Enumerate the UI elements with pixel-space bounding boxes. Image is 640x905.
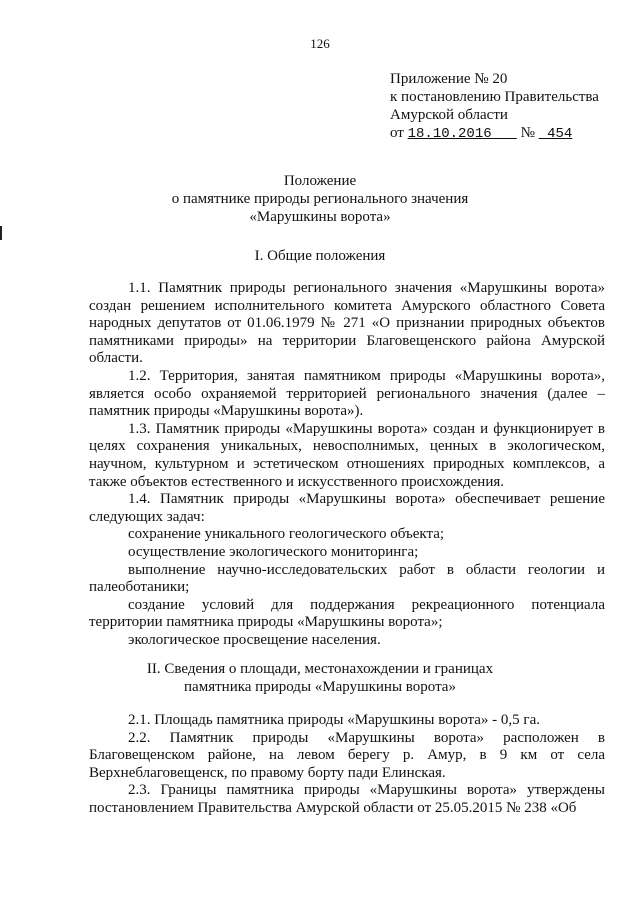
decree-number: 454 — [547, 126, 573, 142]
title-line-3: «Марушкины ворота» — [249, 209, 391, 225]
appendix-number: Приложение № 20 — [390, 71, 508, 87]
section-2-heading-line-1: II. Сведения о площади, местонахождении и границах — [146, 661, 494, 677]
section-2-heading — [0, 660, 640, 696]
title-line-2: о памятнике природы регионального значения — [171, 191, 469, 207]
task-item-1: сохранение уникального геологического объекта; — [128, 526, 445, 543]
page-number: 126 — [310, 36, 330, 51]
title-line-1: Положение — [283, 173, 357, 189]
number-prefix: № — [520, 125, 535, 141]
paragraph-1-2: 1.2. Территория, занятая памятником природы «Марушкины ворота», является особо охраняемой территорией регионального значения (далее – памятник природы «Марушкины ворота»). — [89, 367, 605, 420]
section-2-heading-line-2: памятника природы «Марушкины ворота» — [184, 679, 456, 695]
paragraph-2-2: 2.2. Памятник природы «Марушкины ворота» расположен в Благовещенском районе, на левом берегу р. Амур, в 9 км от села Верхнеблаговещенск, по правому борту пади Елинская. — [89, 729, 605, 781]
paragraph-1-1: 1.1. Памятник природы регионального значения «Марушкины ворота» создан решением исполнительного комитета Амурского областного Совета народных депутатов от 01.06.1979 № 271 «О признании природных объектов памятниками природы» на территории Благовещенского района Амурской области. — [89, 280, 605, 367]
task-item-3: выполнение научно-исследовательских работ в области геологии и палеоботаники; — [89, 561, 605, 596]
appendix-decree: к постановлению Правительства — [390, 89, 599, 105]
paragraph-2-3: 2.3. Границы памятника природы «Марушкины ворота» утверждены постановлением Правительства Амурской области от 25.05.2015 № 238 «Об — [89, 782, 605, 816]
decree-date: 18.10.2016 — [407, 126, 492, 142]
appendix-date-line — [390, 124, 599, 143]
task-item-2: осуществление экологического мониторинга; — [128, 543, 419, 560]
section-1-heading: I. Общие положения — [254, 248, 386, 264]
date-prefix: от — [390, 125, 404, 141]
paragraph-1-4: 1.4. Памятник природы «Марушкины ворота» обеспечивает решение следующих задач: — [89, 491, 605, 525]
appendix-block — [390, 70, 599, 143]
document-title — [0, 172, 640, 226]
task-item-4: создание условий для поддержания рекреационного потенциала территории памятника природы «Марушкины ворота»; — [89, 596, 605, 631]
paragraph-1-3: 1.3. Памятник природы «Марушкины ворота» создан и функционирует в целях сохранения уникальных, невосполнимых, ценных в экологическом, научном, культурном и эстетическом отношениях природных комплексов, а также объектов естественного и искусственного происхождения. — [89, 420, 605, 490]
paragraph-2-1: 2.1. Площадь памятника природы «Марушкины ворота» - 0,5 га. — [128, 712, 540, 728]
margin-mark — [0, 226, 2, 240]
appendix-region: Амурской области — [390, 107, 508, 123]
section-2-body — [89, 712, 605, 818]
section-1-body — [89, 280, 605, 649]
task-item-5: экологическое просвещение населения. — [128, 631, 381, 648]
